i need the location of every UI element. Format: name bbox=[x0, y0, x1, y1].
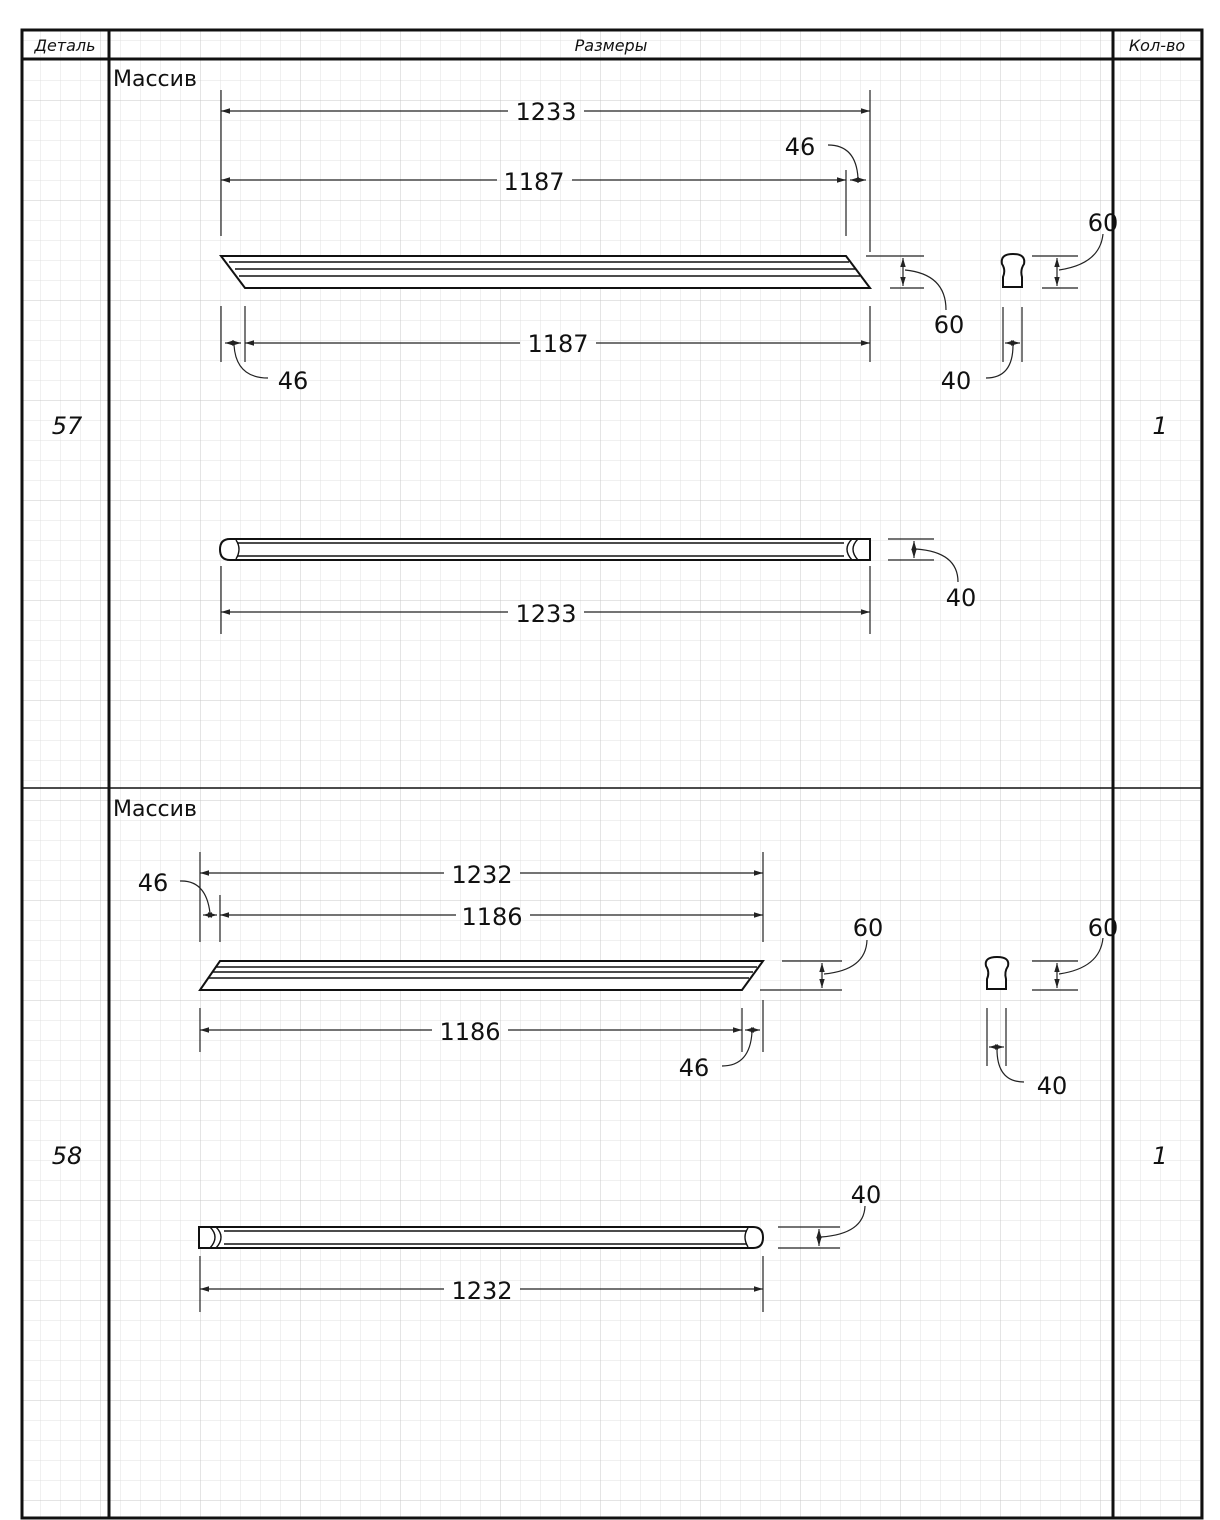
dim-section-height: 60 bbox=[1087, 209, 1119, 237]
material-label: Массив bbox=[113, 67, 197, 92]
dim-top-inner: 1186 bbox=[461, 903, 523, 931]
part-cross-section bbox=[986, 957, 1009, 989]
grid-background bbox=[22, 30, 1202, 1518]
dim-bottom-offset: 46 bbox=[678, 1054, 710, 1082]
material-label: Массив bbox=[113, 797, 197, 822]
part-side-view bbox=[200, 961, 763, 990]
dim-bottom-view-height: 40 bbox=[945, 584, 977, 612]
dim-top-offset: 46 bbox=[784, 133, 816, 161]
quantity: 1 bbox=[1152, 1142, 1168, 1170]
dim-bottom-inner: 1186 bbox=[439, 1018, 501, 1046]
part-side-view bbox=[221, 256, 870, 288]
header-qty: Кол-во bbox=[1128, 36, 1186, 55]
quantity: 1 bbox=[1152, 412, 1168, 440]
dim-bottom-view-height: 40 bbox=[850, 1181, 882, 1209]
header-detail: Деталь bbox=[34, 36, 96, 55]
header-sizes: Размеры bbox=[574, 36, 648, 55]
dim-top-offset: 46 bbox=[137, 869, 169, 897]
part-bottom-view bbox=[220, 539, 870, 560]
dim-section-width: 40 bbox=[940, 367, 972, 395]
dim-bottom-inner: 1187 bbox=[527, 330, 589, 358]
dim-overall: 1233 bbox=[515, 98, 577, 126]
dim-section-width: 40 bbox=[1036, 1072, 1068, 1100]
dim-overall: 1232 bbox=[451, 861, 513, 889]
dim-top-inner: 1187 bbox=[503, 168, 565, 196]
part-bottom-view bbox=[199, 1227, 763, 1248]
dim-height-side: 60 bbox=[933, 311, 965, 339]
dim-bottom-offset: 46 bbox=[277, 367, 309, 395]
dim-bottom-view-length: 1232 bbox=[451, 1277, 513, 1305]
detail-number: 58 bbox=[51, 1142, 83, 1170]
dim-section-height: 60 bbox=[1087, 914, 1119, 942]
detail-number: 57 bbox=[51, 412, 83, 440]
dim-height-side: 60 bbox=[852, 914, 884, 942]
part-cross-section bbox=[1002, 254, 1025, 287]
dim-bottom-view-length: 1233 bbox=[515, 600, 577, 628]
